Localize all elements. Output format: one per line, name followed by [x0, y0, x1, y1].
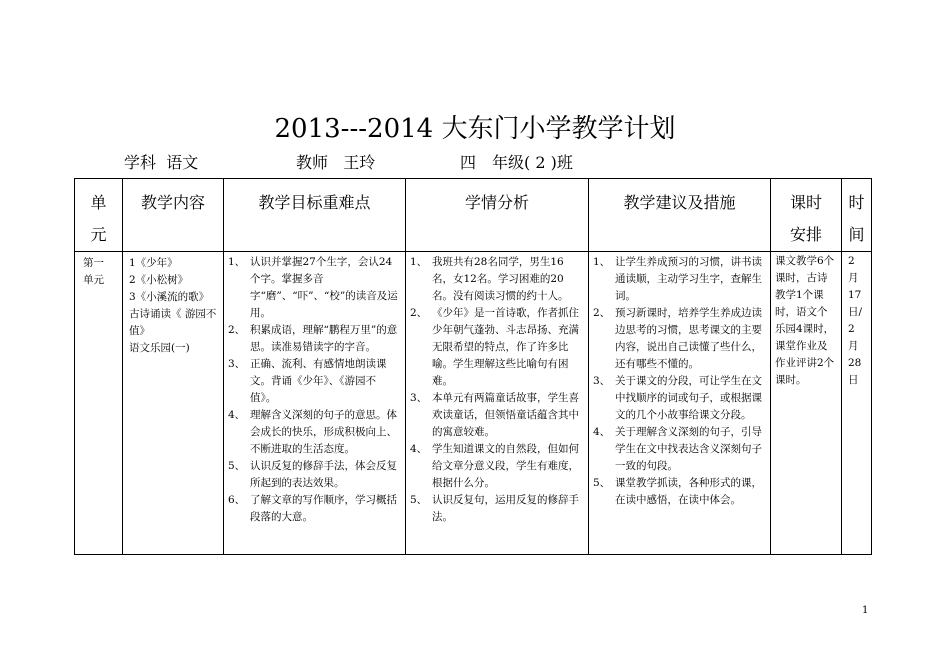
teaching-plan-table [74, 178, 872, 555]
list-item: 4、 关于理解含义深刻的句子，引导学生在文中找表达含义深刻句子一致的句段。 [593, 426, 762, 472]
list-item: 6、 了解文章的写作顺序，学习概括段落的大意。 [228, 494, 397, 523]
list-item: 2、 积累成语，理解“鹏程万里”的意思。读准易错读字的字音。 [228, 324, 398, 353]
list-item: 3、 本单元有两篇童话故事，学生喜欢读童话，但领悟童话蕴含其中的寓意较难。 [410, 392, 579, 438]
teacher-label: 教师 [296, 153, 329, 172]
list-item: 5、 认识反复句，运用反复的修辞手法。 [410, 494, 579, 523]
header-measures: 教学建议及措施 [589, 179, 771, 252]
header-analysis: 学情分析 [406, 179, 589, 252]
list-item: 2、 《少年》是一首诗歌，作者抓住少年朝气蓬勃、斗志昂扬、充满无限希望的特点，作了许多比喻。学生理解这些比喻句有困难。 [410, 307, 579, 387]
content-line: 古诗诵读《 游园不值》 [129, 308, 217, 337]
teacher-value: 王玲 [343, 153, 376, 172]
header-goals: 教学目标重难点 [224, 179, 406, 252]
header-time: 时 间 [842, 179, 872, 252]
cell-hours: 课文教学6个课时，古诗教学1个课时，语文个乐园4课时，课堂作业及作业评讲2个课时。 [771, 252, 842, 555]
content-line: 1《少年》 [129, 257, 178, 269]
list-item: 3、 正确、流利、有感情地朗读课文。背诵《少年》、《游园不值》。 [228, 358, 387, 404]
list-item: 4、 理解含义深刻的句子的意思。体会成长的快乐，形成积极向上、不断进取的生活态度。 [228, 409, 397, 455]
content-line: 语文乐园(一) [129, 342, 190, 354]
list-item: 3、 关于课文的分段，可让学生在文中找顺序的词或句子，或根据课文的几个小故事给课文分段。 [593, 375, 762, 421]
grade-field: 四 年级( 2 )班 [460, 153, 573, 172]
list-item: 1、 让学生养成预习的习惯，讲书读通读顺，主动学习生字，查解生词。 [593, 256, 762, 302]
cell-measures [589, 252, 771, 555]
cell-content [123, 252, 224, 555]
table-header-row [75, 179, 872, 252]
header-unit: 单 元 [75, 179, 123, 252]
subject-value: 语文 [166, 153, 199, 172]
content-line: 2《小松树》 [129, 274, 189, 286]
list-item: 4、 学生知道课文的自然段，但如何给文章分意义段，学生有难度，根据什么分。 [410, 443, 579, 489]
cell-goals [224, 252, 406, 555]
page-title: 2013---2014 大东门小学教学计划 [274, 114, 676, 144]
list-item: 2、 预习新课时，培养学生养成边读边思考的习惯，思考课文的主要内容，说出自己读懂了些什么，还有哪些不懂的。 [593, 307, 762, 370]
table-row [75, 252, 872, 555]
list-item: 5、 认识反复的修辞手法，体会反复所起到的表达效果。 [228, 460, 397, 489]
teacher-field [296, 150, 375, 173]
content-line: 3《小溪流的歌》 [129, 291, 210, 303]
list-item: 1、 我班共有28名同学，男生16名，女12名。学习困难的20名。没有阅读习惯的约十人。 [410, 256, 569, 302]
header-hours: 课时 安排 [771, 179, 842, 252]
header-content: 教学内容 [123, 179, 224, 252]
subject-label: 学科 [124, 153, 157, 172]
list-item: 5、 课堂教学抓读，各种形式的课，在读中感悟，在读中体会。 [593, 477, 762, 506]
list-item: 1、 认识并掌握27个生字，会认24个字。掌握多音字“磨”、“吓”、“校”的读音及运用。 [228, 256, 398, 319]
cell-analysis [406, 252, 589, 555]
page-number: 1 [862, 605, 869, 616]
cell-unit: 第一 单元 [75, 252, 123, 555]
subject-field [124, 150, 198, 173]
cell-time: 2 月 17 日/ 2 月 28 日 [842, 252, 872, 555]
